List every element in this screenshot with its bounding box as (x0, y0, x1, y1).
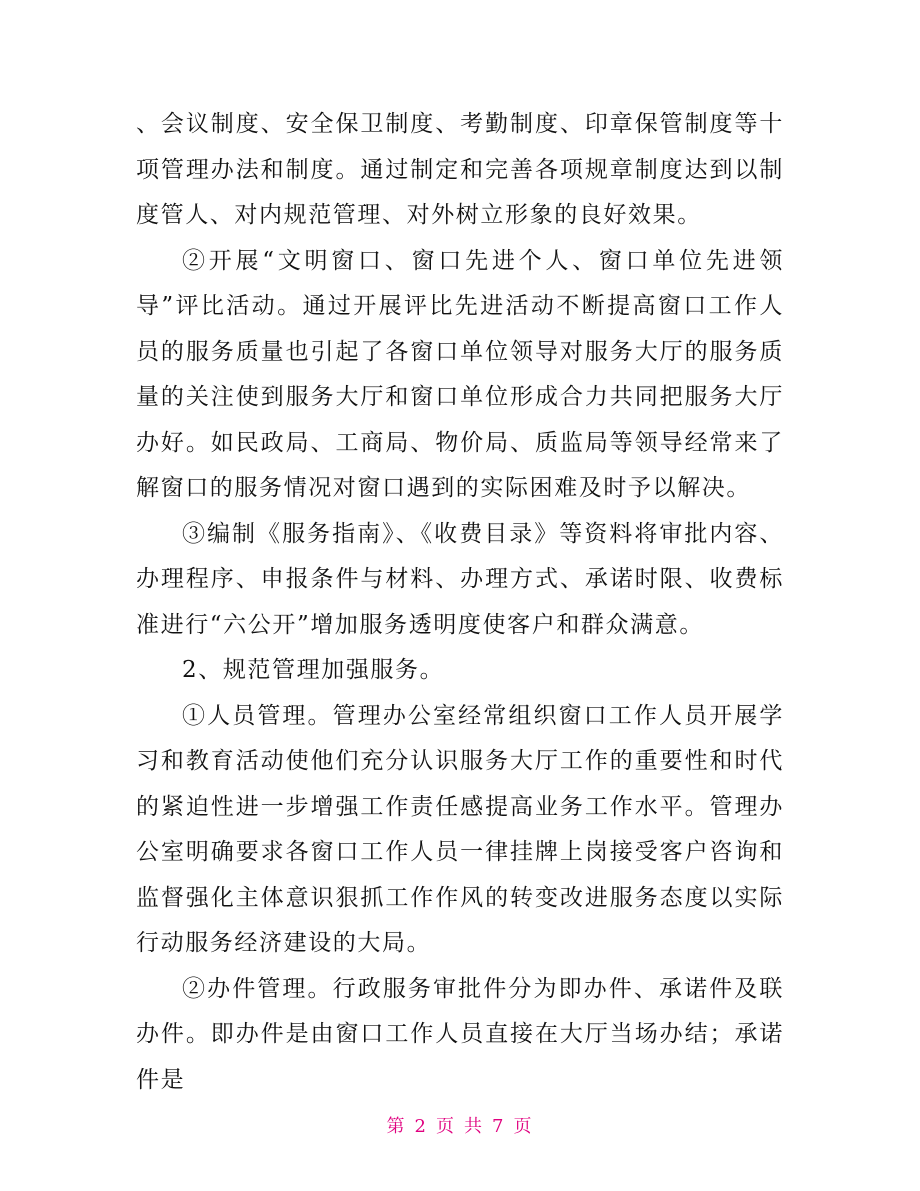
footer-total-pages: 7 (492, 1116, 506, 1137)
footer-total-prefix: 共 (464, 1116, 484, 1137)
paragraph-service-guide: ③编制《服务指南》、《收费目录》等资料将审批内容、办理程序、申报条件与材料、办理方式、承诺时限、收费标准进行“六公开”增加服务透明度使客户和群众满意。 (136, 520, 784, 638)
paragraph-personnel-management: ①人员管理。管理办公室经常组织窗口工作人员开展学习和教育活动使他们充分认识服务大厅工作的重要性和时代的紧迫性进一步增强工作责任感提高业务工作水平。管理办公室明确要求各窗口工作人员一律挂牌上岗接受客户咨询和监督强化主体意识狠抓工作作风的转变改进服务态度以实际行动服务经济建设的大局。 (136, 702, 784, 956)
section-heading-standardize-management: 2、规范管理加强服务。 (182, 657, 445, 683)
footer-page-prefix: 第 (386, 1116, 407, 1137)
document-body (136, 102, 784, 1103)
paragraph-rules-continuation: 、会议制度、安全保卫制度、考勤制度、印章保管制度等十项管理办法和制度。通过制定和完善各项规章制度达到以制度管人、对内规范管理、对外树立形象的良好效果。 (136, 111, 784, 228)
paragraph-case-management: ②办件管理。行政服务审批件分为即办件、承诺件及联办件。即办件是由窗口工作人员直接在大厅当场办结；承诺件是 (136, 975, 784, 1093)
footer-page-word: 页 (436, 1116, 456, 1137)
page-number-footer (0, 1112, 920, 1138)
paragraph-evaluation-activity: ②开展“文明窗口、窗口先进个人、窗口单位先进领导”评比活动。通过开展评比先进活动不断提高窗口工作人员的服务质量也引起了各窗口单位领导对服务大厅的服务质量的关注使到服务大厅和窗口单位形成合力共同把服务大厅办好。如民政局、工商局、物价局、质监局等领导经常来了解窗口的服务情况对窗口遇到的实际困难及时予以解决。 (136, 247, 784, 501)
footer-page-word-end: 页 (513, 1116, 534, 1137)
footer-current-page: 2 (414, 1116, 428, 1137)
